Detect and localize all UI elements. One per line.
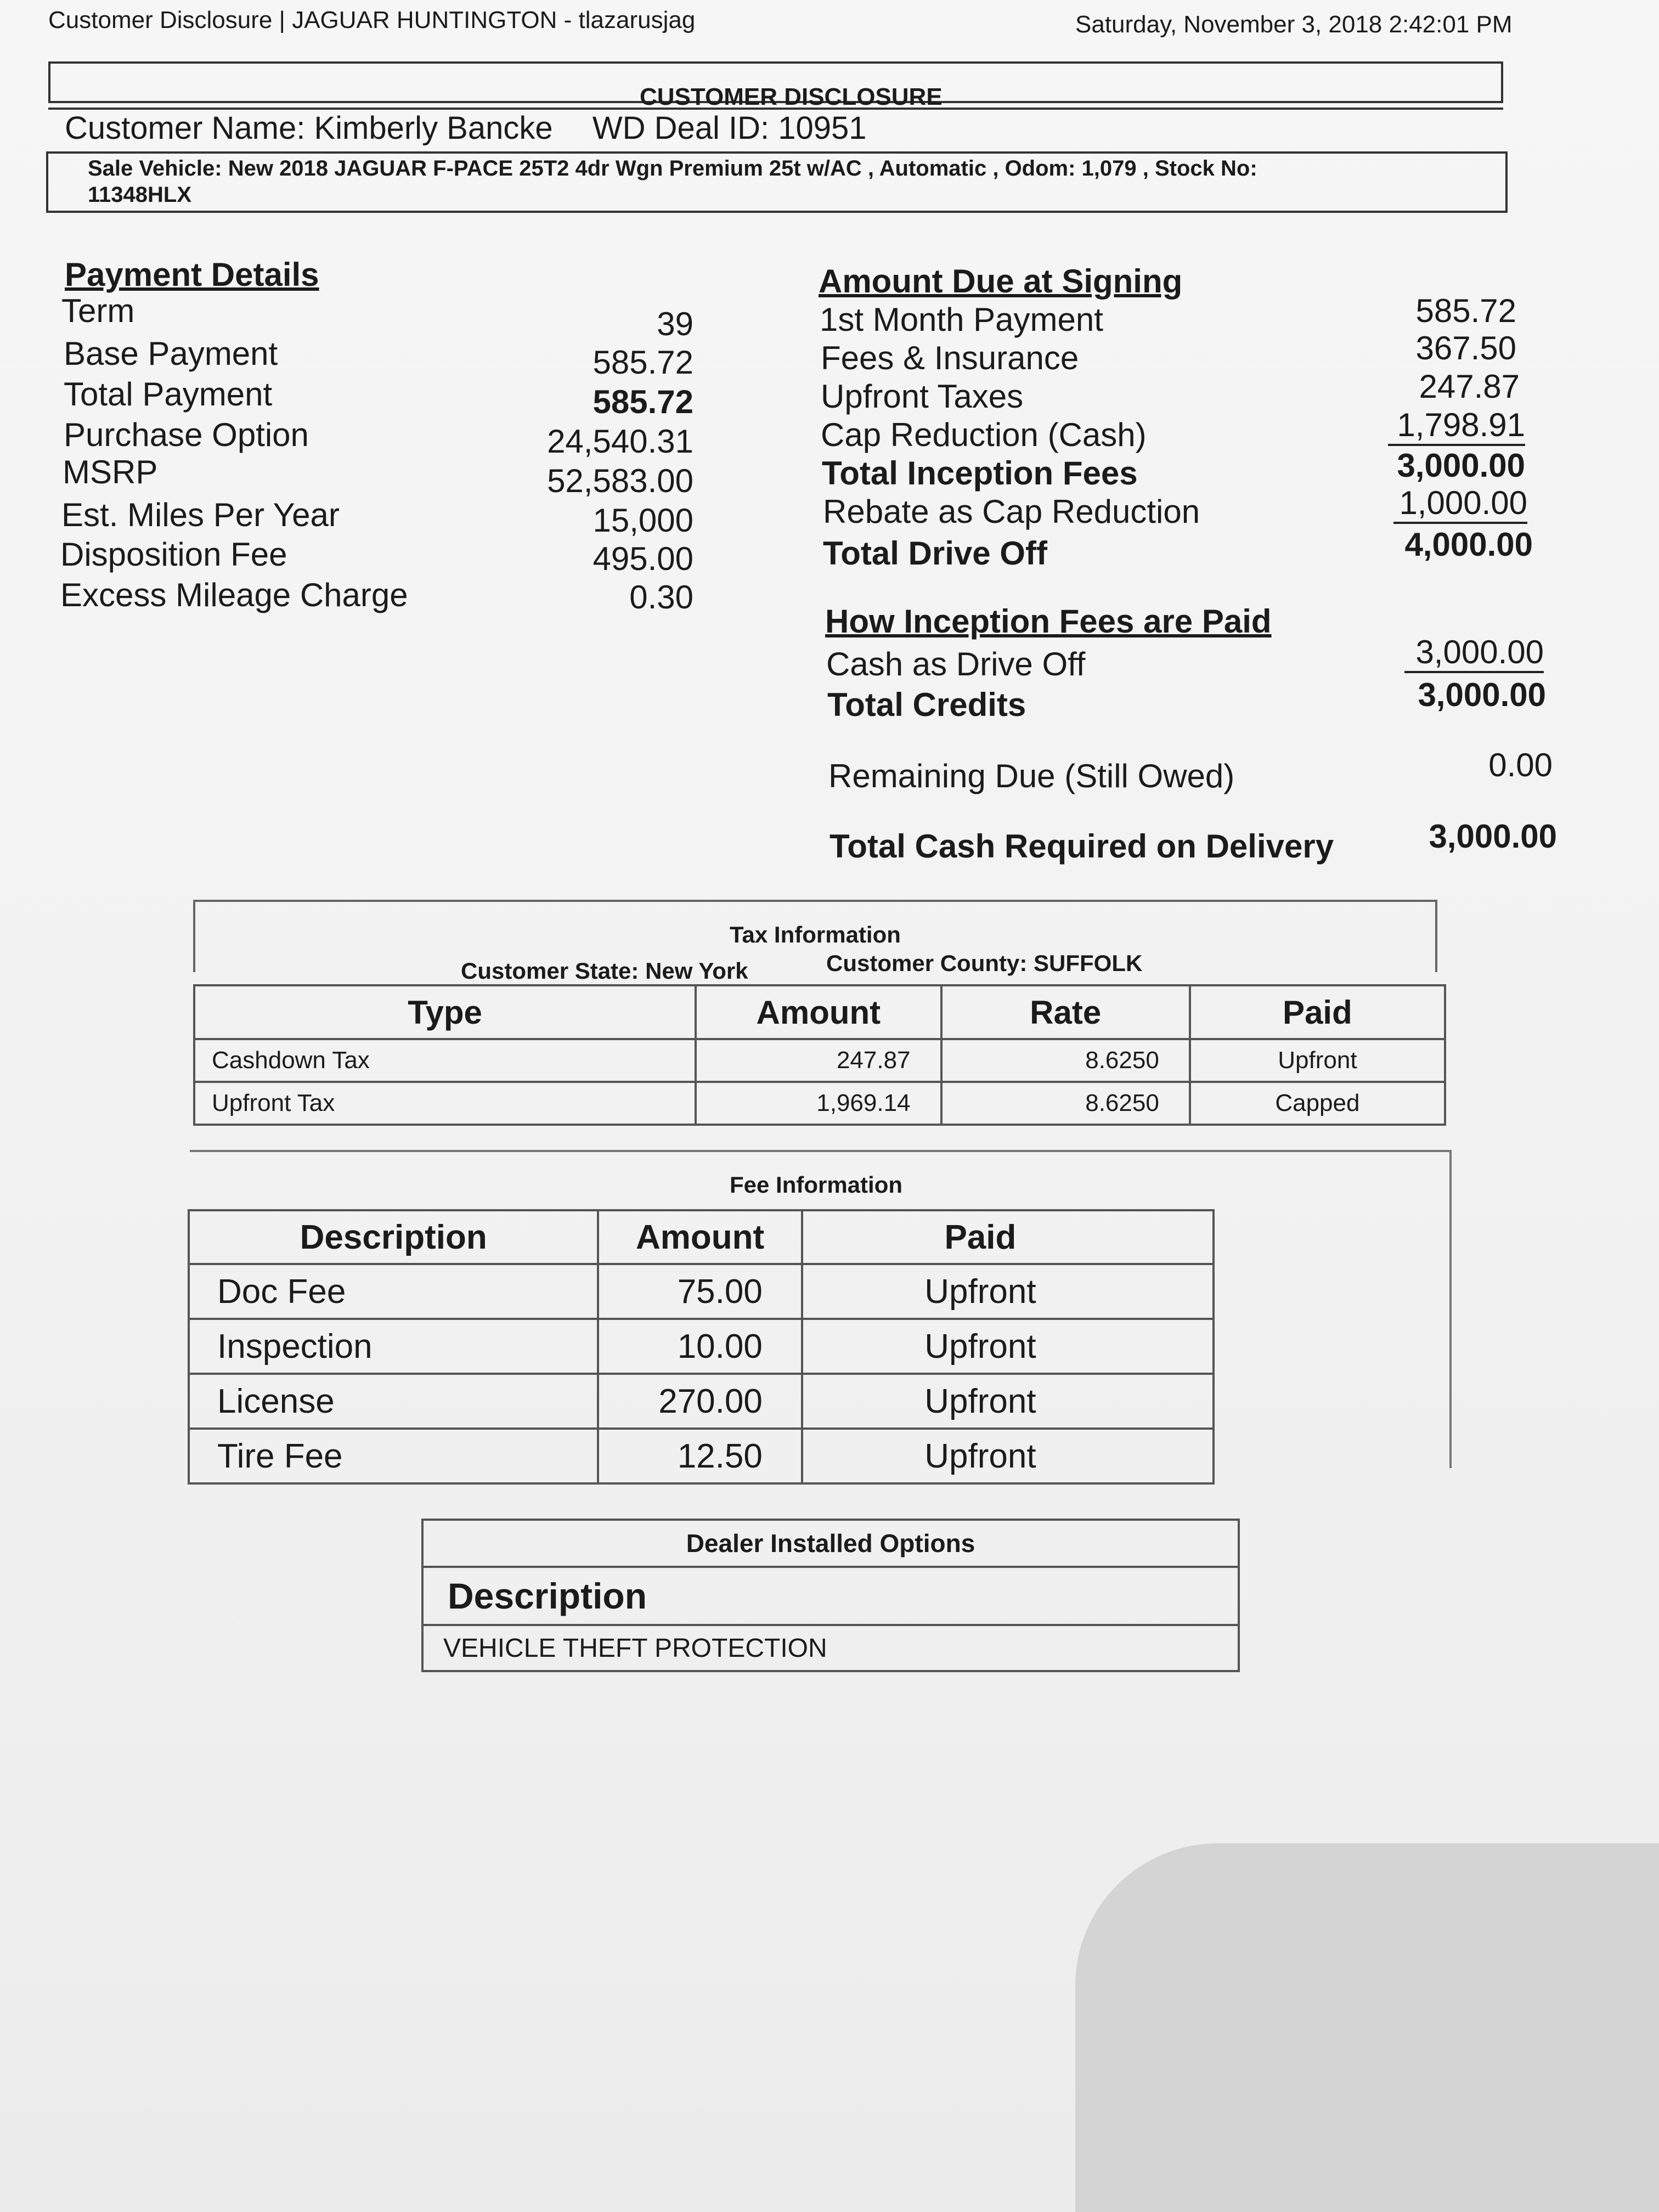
tax-col-rate: Rate — [941, 985, 1190, 1039]
total-cash-label: Total Cash Required on Delivery — [830, 828, 1334, 865]
ad-label: Upfront Taxes — [821, 378, 1024, 415]
deal-id-label: WD Deal ID: — [592, 110, 770, 146]
pd-value: 495.00 — [592, 540, 693, 577]
pd-label: Excess Mileage Charge — [60, 577, 408, 613]
pd-label: Est. Miles Per Year — [61, 496, 340, 533]
payment-details-heading: Payment Details — [65, 256, 319, 293]
total-cash-value: 3,000.00 — [1429, 818, 1557, 855]
fee-amount: 75.00 — [598, 1264, 802, 1319]
tax-row — [194, 1039, 1445, 1082]
tax-rate: 8.6250 — [941, 1039, 1190, 1082]
options-title: Dealer Installed Options — [422, 1520, 1239, 1567]
tax-state-line — [461, 958, 748, 984]
vehicle-line-1: Sale Vehicle: New 2018 JAGUAR F-PACE 25T2 4dr Wgn Premium 25t w/AC , Automatic , Odom: 1,079 , Stock No: — [88, 156, 1257, 180]
fee-amount: 10.00 — [598, 1319, 802, 1374]
ad-value: 4,000.00 — [1404, 526, 1533, 563]
pd-value: 0.30 — [629, 579, 693, 616]
ad-label: Cap Reduction (Cash) — [821, 416, 1147, 453]
tax-state: New York — [645, 958, 748, 984]
tax-row — [194, 1082, 1445, 1125]
pd-value: 24,540.31 — [547, 423, 693, 460]
options-title-row — [422, 1520, 1239, 1567]
ad-label: 1st Month Payment — [820, 301, 1103, 338]
amount-due-heading: Amount Due at Signing — [819, 263, 1183, 300]
ad-label: Total Inception Fees — [822, 455, 1138, 492]
tax-title: Tax Information — [730, 922, 901, 947]
tax-state-label: Customer State: — [461, 958, 639, 984]
pd-label: Total Payment — [64, 376, 273, 413]
shadow-area — [1075, 1843, 1659, 2212]
tax-col-amount: Amount — [696, 985, 941, 1039]
ad-value: 247.87 — [1419, 368, 1520, 405]
tax-col-type: Type — [194, 985, 696, 1039]
fee-paid: Upfront — [802, 1429, 1214, 1483]
options-header-row — [422, 1567, 1239, 1625]
fee-description: Inspection — [189, 1319, 598, 1374]
tax-amount: 247.87 — [696, 1039, 941, 1082]
ad-label: Total Drive Off — [823, 535, 1047, 572]
pd-value: 39 — [657, 306, 693, 342]
fee-paid: Upfront — [802, 1319, 1214, 1374]
options-table — [421, 1519, 1240, 1672]
inception-heading: How Inception Fees are Paid — [825, 603, 1272, 640]
fee-row — [189, 1319, 1214, 1374]
pd-label: MSRP — [63, 454, 158, 490]
customer-name-label: Customer Name: — [65, 110, 306, 146]
inc-label: Total Credits — [827, 686, 1026, 723]
fee-title: Fee Information — [730, 1172, 903, 1198]
tax-table — [193, 984, 1446, 1126]
inc-value: 3,000.00 — [1404, 633, 1544, 673]
ad-value: 1,798.91 — [1388, 406, 1525, 446]
inc-value: 3,000.00 — [1418, 676, 1546, 713]
option-item: VEHICLE THEFT PROTECTION — [422, 1625, 1239, 1671]
fee-col-paid: Paid — [802, 1210, 1214, 1264]
tax-amount: 1,969.14 — [696, 1082, 941, 1125]
fee-paid: Upfront — [802, 1264, 1214, 1319]
pd-label: Disposition Fee — [60, 536, 287, 573]
tax-county: SUFFOLK — [1034, 950, 1143, 976]
pd-value: 52,583.00 — [547, 462, 693, 499]
ad-value: 585.72 — [1415, 292, 1516, 329]
vehicle-line-2: 11348HLX — [88, 183, 192, 207]
options-row — [422, 1625, 1239, 1671]
ad-label: Fees & Insurance — [821, 340, 1079, 376]
fee-description: Tire Fee — [189, 1429, 598, 1483]
ad-value: 3,000.00 — [1397, 447, 1525, 484]
pd-label: Term — [61, 292, 135, 329]
ad-value: 367.50 — [1415, 330, 1516, 366]
pd-label: Purchase Option — [64, 416, 309, 453]
tax-rate: 8.6250 — [941, 1082, 1190, 1125]
tax-paid: Upfront — [1190, 1039, 1445, 1082]
tax-paid: Capped — [1190, 1082, 1445, 1125]
tax-header-row — [194, 985, 1445, 1039]
deal-id: 10951 — [778, 110, 867, 146]
header-date: Saturday, November 3, 2018 2:42:01 PM — [1075, 11, 1513, 38]
tax-type: Upfront Tax — [194, 1082, 696, 1125]
pd-label: Base Payment — [64, 335, 278, 372]
header-left: Customer Disclosure | JAGUAR HUNTINGTON - tlazarusjag — [48, 7, 696, 33]
tax-county-line — [826, 950, 1142, 977]
ad-value: 1,000.00 — [1393, 484, 1527, 524]
fee-amount: 270.00 — [598, 1374, 802, 1429]
tax-col-paid: Paid — [1190, 985, 1445, 1039]
fee-description: License — [189, 1374, 598, 1429]
fee-header-row — [189, 1210, 1214, 1264]
fee-row — [189, 1429, 1214, 1483]
disclosure-title: CUSTOMER DISCLOSURE — [640, 83, 943, 110]
customer-line — [65, 110, 867, 146]
remaining-value: 0.00 — [1488, 747, 1553, 783]
options-col-description: Description — [422, 1567, 1239, 1625]
tax-type: Cashdown Tax — [194, 1039, 696, 1082]
fee-table — [188, 1209, 1215, 1485]
tax-county-label: Customer County: — [826, 950, 1028, 976]
pd-value: 15,000 — [592, 502, 693, 539]
pd-value: 585.72 — [592, 344, 693, 381]
remaining-label: Remaining Due (Still Owed) — [828, 758, 1235, 794]
fee-row — [189, 1374, 1214, 1429]
fee-col-description: Description — [189, 1210, 598, 1264]
customer-name: Kimberly Bancke — [314, 110, 553, 146]
inc-label: Cash as Drive Off — [826, 646, 1086, 682]
fee-col-amount: Amount — [598, 1210, 802, 1264]
ad-label: Rebate as Cap Reduction — [823, 493, 1200, 530]
fee-amount: 12.50 — [598, 1429, 802, 1483]
fee-description: Doc Fee — [189, 1264, 598, 1319]
fee-row — [189, 1264, 1214, 1319]
fee-paid: Upfront — [802, 1374, 1214, 1429]
pd-value: 585.72 — [592, 383, 693, 420]
